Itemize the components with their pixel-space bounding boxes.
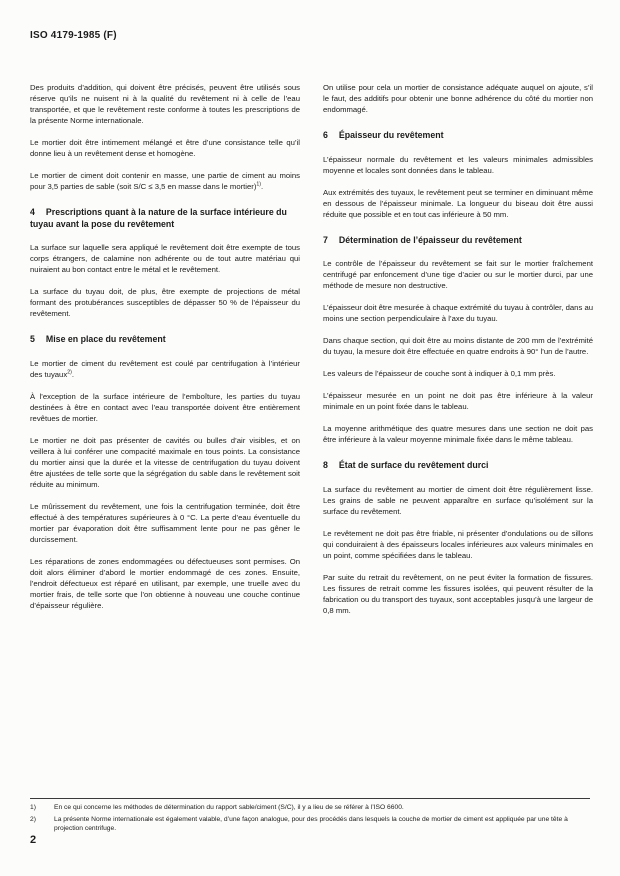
paragraph: Le contrôle de l’épaisseur du revêtement se fait sur le mortier fraîchement centrifugé par enfoncement d’une tige d’acier ou sur le mortier durci, par une méthode de mesure non destructive. [323, 259, 593, 290]
paragraph: Le mortier doit être intimement mélangé et être d’une consistance telle qu’il donne lieu à un revêtement dense et homogène. [30, 138, 300, 158]
left-column [30, 82, 300, 627]
paragraph: Par suite du retrait du revêtement, on ne peut éviter la formation de fissures. Les fissures de retrait comme les fissures isolées, qui peuvent résulter de la fabrication ou du transport des tuyaux, sont acceptables jusqu’à une largeur de 0,8 mm. [323, 572, 593, 615]
paragraph: Des produits d’addition, qui doivent être précisés, peuvent être utilisés sous réserve qu’ils ne nuisent ni à la qualité du revêtement ni à celle de l’eau transportée, et que le revêtement reste conforme à toutes les prescriptions de la présente Norme internationale. [30, 83, 300, 125]
paragraph: L’épaisseur doit être mesurée à chaque extrémité du tuyau à contrôler, dans au moins une section perpendiculaire à l’axe du tuyau. [323, 303, 593, 323]
paragraph: Les réparations de zones endommagées ou défectueuses sont permises. On doit alors éliminer d’abord le mortier endommagé de ces zones. Ensuite, l’endroit défectueux est réparé en utilisant, par exemple, une truelle avec du mortier frais, de telle sorte que l’on obtienne à nouveau une couche continue d’épaisseur régulière. [30, 556, 300, 610]
page-number: 2 [30, 834, 37, 846]
footnote-divider [30, 798, 590, 799]
doc-reference: ISO 4179-1985 (F) [30, 30, 117, 41]
footnote-2 [30, 816, 590, 833]
paragraph: La surface du revêtement au mortier de ciment doit être régulièrement lisse. Les grains de sable ne peuvent apparaître en surface qu’isolément sur la surface du revêtement. [323, 484, 593, 516]
section-heading-4 [30, 207, 300, 230]
footnote-marker: 1) [30, 804, 36, 811]
paragraph: Le revêtement ne doit pas être friable, ni présenter d’ondulations ou de sillons qui conduiraient à des épaisseurs locales inférieures aux valeurs minimales en un point, comme spécifiées dans le tableau. [323, 528, 593, 560]
footnote-text: La présente Norme internationale est également valable, d’une façon analogue, pour des procédés dans lesquels la couche de mortier de ciment est appliquée par une tête à projection centrifuge. [54, 816, 568, 832]
section-title: État de surface du revêtement durci [338, 460, 489, 470]
paragraph: On utilise pour cela un mortier de consistance adéquate auquel on ajoute, s’il le faut, des additifs pour obtenir une bonne adhérence du côté du mortier non endommagé. [323, 83, 593, 114]
two-column-body [30, 82, 593, 627]
paragraph: L’épaisseur normale du revêtement et les valeurs minimales admissibles moyenne et locales sont données dans le tableau. [323, 154, 593, 175]
paragraph-text: . [71, 369, 74, 379]
section-number: 8 [323, 460, 328, 470]
footnotes-section [30, 804, 590, 837]
paragraph-text: . [261, 182, 264, 191]
footnote-marker: 2) [30, 816, 36, 824]
section-title: Détermination de l’épaisseur du revêtement [338, 234, 522, 245]
section-heading-8 [323, 460, 593, 472]
paragraph-text: Le mortier de ciment doit contenir en masse, une partie de ciment au moins pour 3,5 parties de sable (soit S/C ≤ 3,5 en masse dans le mortier) [30, 171, 300, 191]
paragraph: La moyenne arithmétique des quatre mesures dans une section ne doit pas être inférieure à la valeur moyenne minimale fixée dans le même tableau. [323, 424, 593, 444]
paragraph: Le mûrissement du revêtement, une fois la centrifugation terminée, doit être effectué à des températures supérieures à 0 °C. La perte d’eau éventuelle du mortier par évaporation doit être suffisamment lente pour ne pas gêner le durcissement. [30, 501, 300, 544]
section-title: Prescriptions quant à la nature de la surface intérieure du tuyau avant la pose du revêtement [30, 207, 287, 229]
section-number: 5 [30, 334, 35, 344]
section-title: Épaisseur du revêtement [338, 130, 444, 140]
footnote-text: En ce qui concerne les méthodes de détermination du rapport sable/ciment (S/C), il y a lieu de se référer à l’ISO 6600. [54, 804, 404, 811]
section-title: Mise en place du revêtement [45, 334, 166, 344]
section-number: 6 [323, 130, 328, 140]
paragraph: L’épaisseur mesurée en un point ne doit pas être inférieure à la valeur minimale en un point fixée dans le tableau. [323, 391, 593, 411]
section-heading-5 [30, 334, 300, 346]
section-number: 7 [323, 234, 328, 245]
paragraph: À l’exception de la surface intérieure de l’emboîture, les parties du tuyau destinées à être en contact avec l’eau transportée doivent être entièrement revêtues de mortier. [30, 391, 300, 423]
footnote-1 [30, 804, 590, 813]
section-heading-7 [323, 235, 593, 247]
section-heading-6 [323, 130, 593, 142]
right-column [323, 82, 593, 627]
footnote-ref-2: 2) [67, 368, 72, 375]
paragraph: Dans chaque section, qui doit être au moins distante de 200 mm de l’extrémité du tuyau, la mesure doit être effectuée en quatre endroits à 90° l’un de l’autre. [323, 336, 593, 356]
section-number: 4 [30, 207, 35, 217]
paragraph [30, 170, 300, 192]
paragraph-text: Le mortier de ciment du revêtement est coulé par centrifugation à l’intérieur des tuyaux [30, 358, 300, 379]
paragraph: Aux extrémités des tuyaux, le revêtement peut se terminer en diminuant même en dessous de l’épaisseur minimale. La longueur du biseau doit être aussi réduite que possible et en tout cas inférieure à 50 mm. [323, 187, 593, 219]
paragraph [30, 358, 300, 380]
paragraph: Le mortier ne doit pas présenter de cavités ou bulles d’air visibles, et on veillera à lui conférer une compacité maximale en tous points. La consistance du mortier ainsi que la durée et la vitesse de centrifugation du tuyau doivent être ajustées de telle sorte que la ségrégation du sable dans le revêtement soit réduite au minimum. [30, 435, 300, 489]
paragraph: Les valeurs de l’épaisseur de couche sont à indiquer à 0,1 mm près. [323, 369, 556, 378]
paragraph: La surface sur laquelle sera appliqué le revêtement doit être exempte de tous corps étrangers, de calamine non adhérente ou de tout autre matériau qui nuiraient au bon contact entre le métal et le revêtement. [30, 243, 300, 274]
paragraph: La surface du tuyau doit, de plus, être exempte de projections de métal formant des protubérances susceptibles de dépasser 50 % de l’épaisseur du revêtement. [30, 287, 300, 318]
footnote-ref-1: 1) [256, 181, 262, 188]
